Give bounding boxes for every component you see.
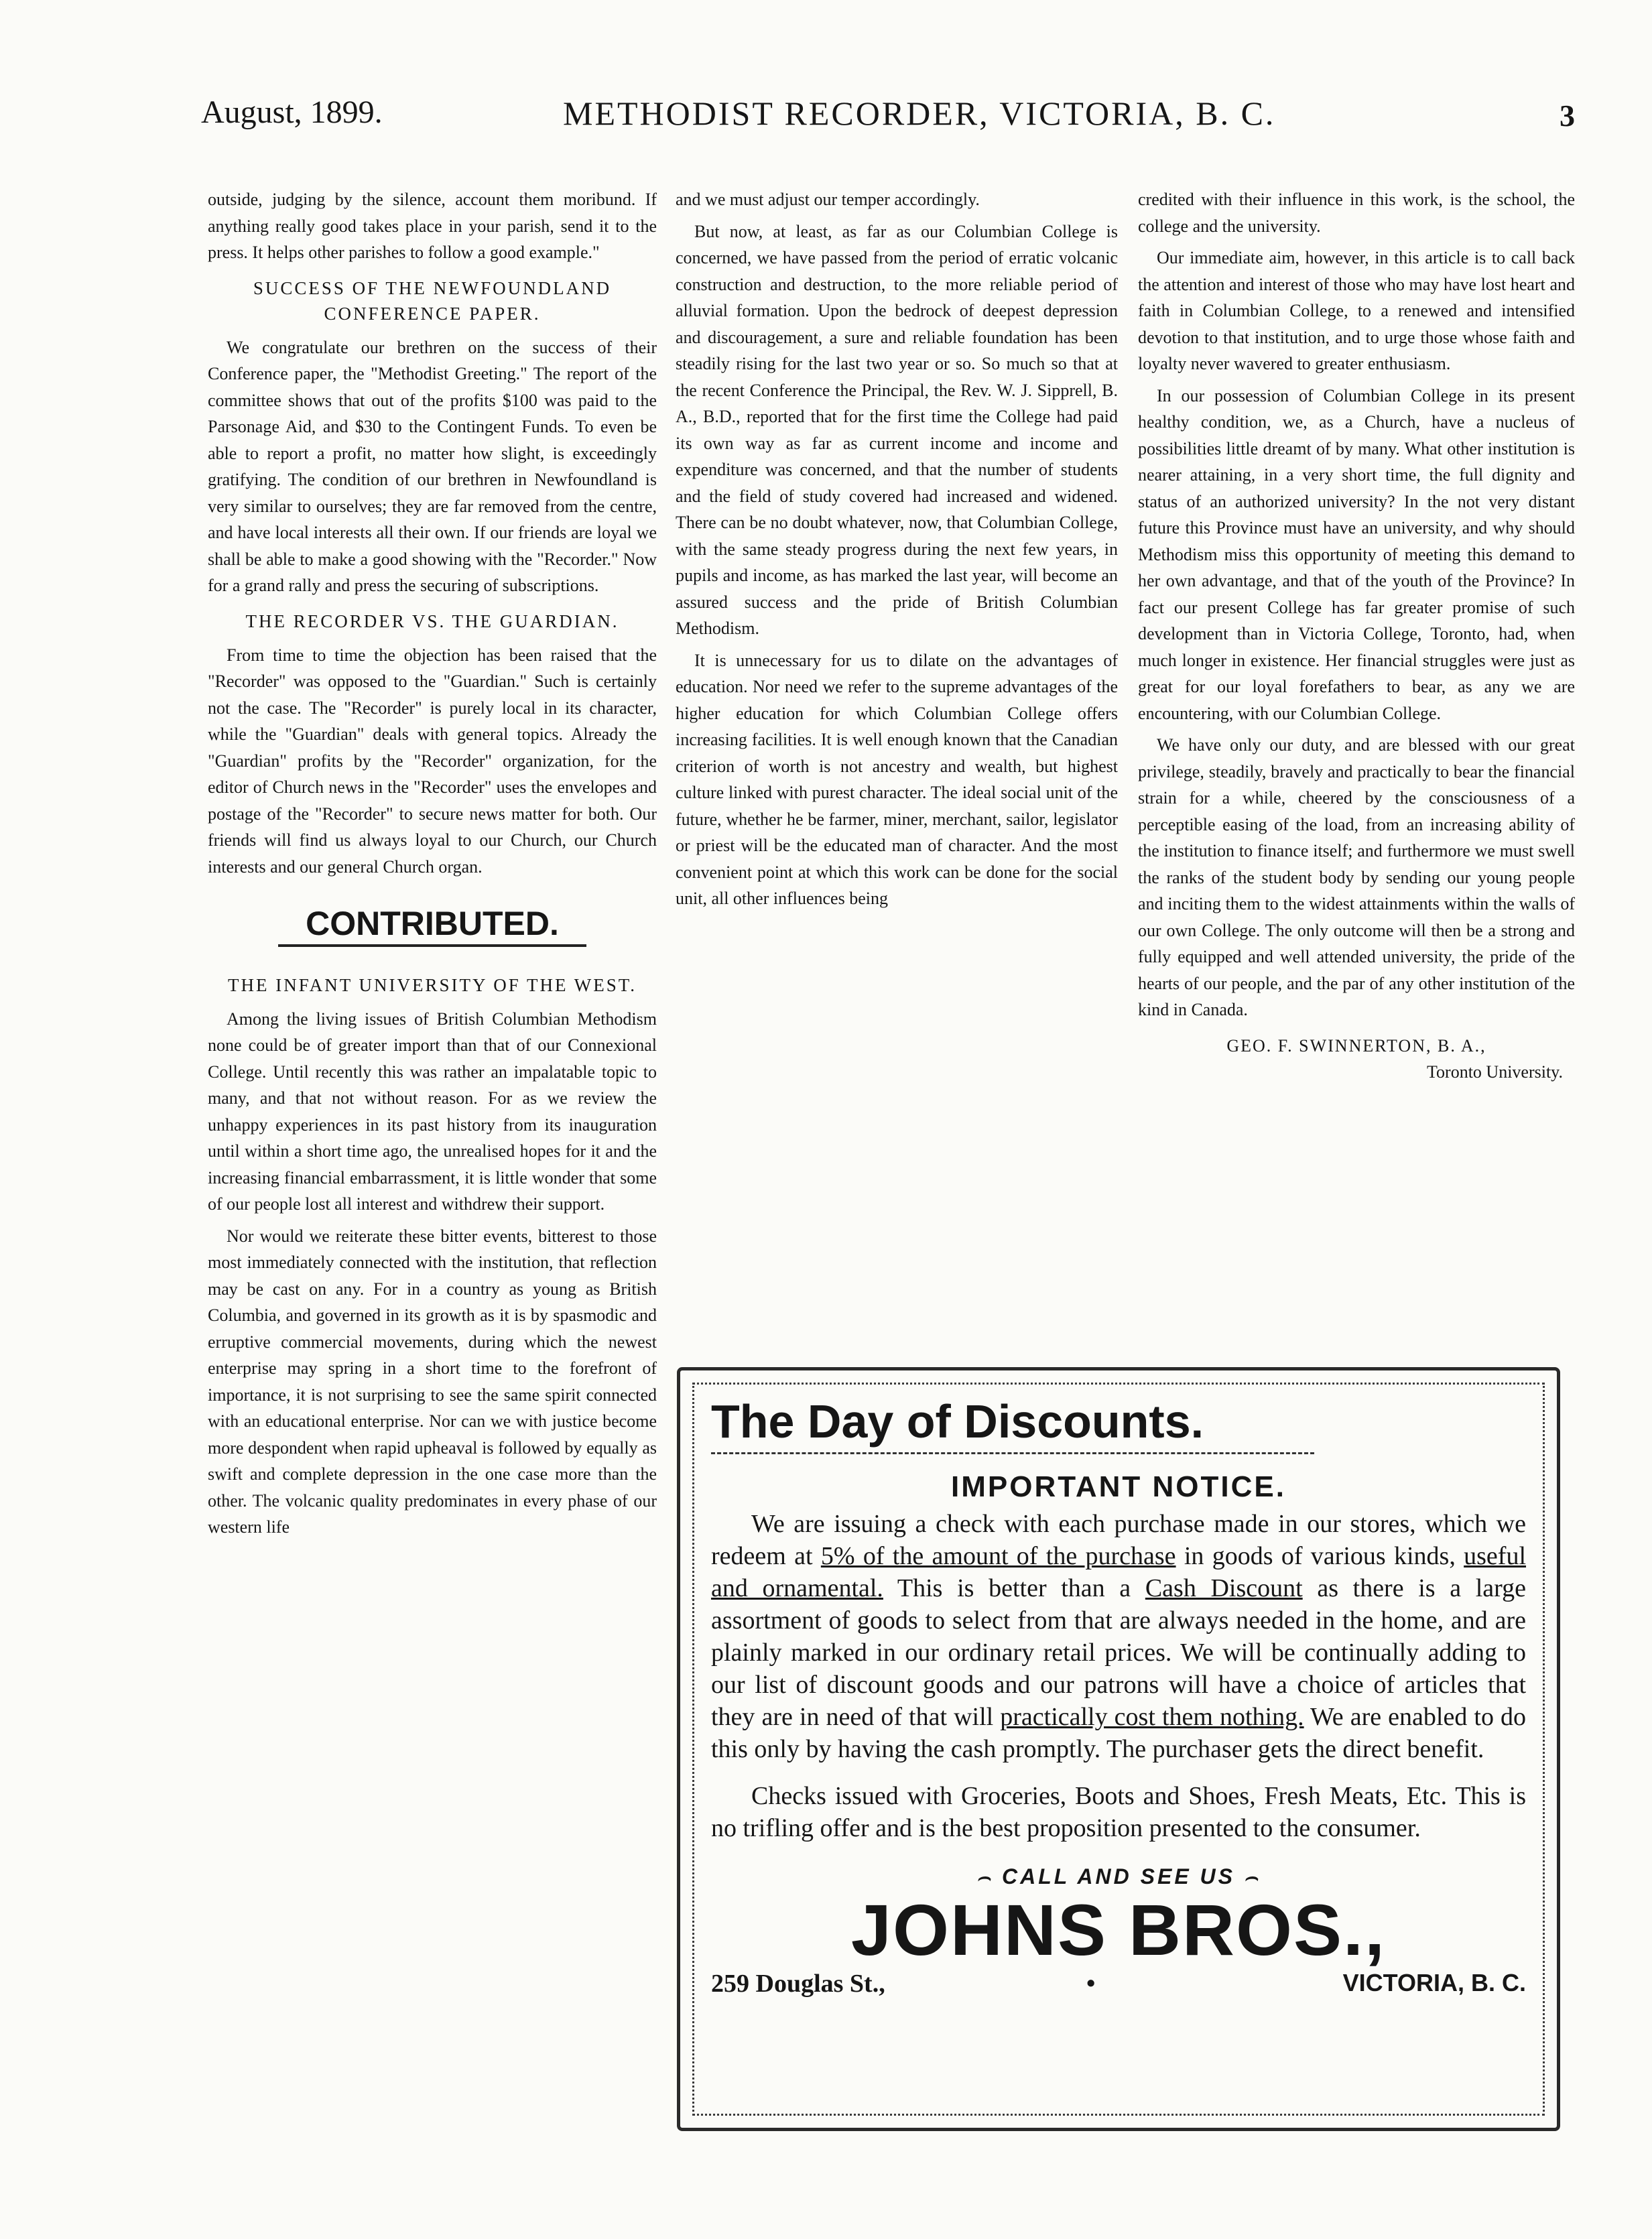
- paragraph: Nor would we reiterate these bitter events, bitterest to those most immediately connected with the institution, that reflection may be cast on any. For in a country as young as British Columbia, and governed in its growth as it is by spasmodic and erruptive commercial movements, during which the newest enterprise may spring in a short time to the forefront of importance, it is not surprising to see the same spirit connected with an educational enterprise. Nor can we with justice become more despondent when rapid upheaval is followed by equally as swift and complete depression in the one case more than the other. The volcanic quality predominates in every phase of our western life: [208, 1226, 657, 1537]
- ad-body: [711, 1508, 1526, 1844]
- ad-text: in goods of various kinds,: [1176, 1542, 1464, 1570]
- issue-date: August, 1899.: [201, 94, 383, 130]
- ad-text: We are issuing a check with each purchase made in our stores, which we redeem at: [711, 1510, 1526, 1570]
- paragraph: Among the living issues of British Columbian Methodism none could be of greater import than that of our Connexional College. Until recently this was rather an impalatable topic to many, and that not without reason. For as we review the unhappy experiences in its past history from its inauguration until within a short time ago, the unrealised hopes for it and the increasing financial embarrassment, it is little wonder that some of our people lost all interest and withdrew their support.: [208, 1009, 657, 1214]
- ad-text: as there is a large assortment of goods to select from that are always needed in the home, and are plainly marked in our ordinary retail prices. We will be continually adding to our list of discount goods and our patrons will have a choice of articles that they are in need of that will: [711, 1574, 1526, 1731]
- ad-underlined-text: practically cost them nothing.: [1000, 1703, 1304, 1731]
- ad-city: VICTORIA, B. C.: [1342, 1969, 1526, 1996]
- ad-underlined-text: useful and ornamental.: [711, 1542, 1527, 1602]
- paragraph: From time to time the objection has been raised that the "Recorder" was opposed to the "Guardian." Such is certainly not the case. The "Recorder" is purely local in its character, while the "Guardian" deals with general topics. Already the "Guardian" profits by the "Recorder" organization, for the editor of Church news in the "Recorder" uses the envelopes and postage of the "Recorder" to secure news matter for both. Our friends will find us always loyal to our Church, our Church interests and our general Church organ.: [208, 645, 657, 877]
- author-signature: GEO. F. SWINNERTON, B. A.,: [1226, 1035, 1486, 1055]
- ad-notice-heading: IMPORTANT NOTICE.: [951, 1470, 1286, 1503]
- page-header: [201, 94, 1575, 147]
- headline-infant-university: THE INFANT UNIVERSITY OF THE WEST.: [228, 974, 637, 995]
- ad-paragraph: [711, 1508, 1526, 1765]
- headline-recorder-vs-guardian: THE RECORDER VS. THE GUARDIAN.: [245, 611, 619, 631]
- page-number: 3: [1560, 99, 1575, 133]
- ad-paragraph: Checks issued with Groceries, Boots and Shoes, Fresh Meats, Etc. This is no trifling offer and is the best proposition presented to the consumer.: [711, 1782, 1526, 1842]
- ad-brand-name: JOHNS BROS.,: [850, 1889, 1387, 1970]
- paragraph: credited with their influence in this work, is the school, the college and the university.: [1138, 190, 1575, 236]
- paragraph: But now, at least, as far as our Columbian College is concerned, we have passed from the period of erratic volcanic construction and destruction, to the more reliable period of alluvial formation. Upon the bedrock of deepest depression and discouragement, a sure and reliable foundation has been steadily rising for the last two year or so. So much so that at the recent Conference the Principal, the Rev. W. J. Sipprell, B. A., B.D., reported that for the first time the College had paid its own way as far as current income and income and expenditure was concerned, and that the number of students and the field of study covered had increased and widened. There can be no doubt whatever, now, that Columbian College, with the same steady progress during the next few years, in pupils and income, as has marked the last year, will become an assured success and the pride of British Columbian Methodism.: [676, 221, 1118, 638]
- author-affiliation: Toronto University.: [1426, 1062, 1563, 1082]
- paragraph: It is unnecessary for us to dilate on the advantages of education. Nor need we refer to the supreme advantages of the higher education for which Columbian College offers increasing facilities. It is well enough known that the Canadian criterion of worth is not ancestry and wealth, but highest culture linked with purest character. The ideal social unit of the future, whether he be farmer, miner, merchant, sailor, legislator or priest will be the educated man of character. And the most convenient point at which this work can be done for the social unit, all other influences being: [676, 650, 1118, 908]
- paragraph: outside, judging by the silence, account them moribund. If anything really good takes place in your parish, send it to the press. It helps other parishes to follow a good example.": [208, 190, 657, 262]
- ad-street-address: 259 Douglas St.,: [711, 1970, 885, 1998]
- paragraph: Our immediate aim, however, in this article is to call back the attention and interest of those who may have lost heart and faith in Columbian College, to a renewed and intensified devotion to that institution, and to urge those whose faith and loyalty never wavered to greater enthusiasm.: [1138, 248, 1575, 373]
- column-middle: [676, 186, 1118, 917]
- ad-text: This is better than a: [883, 1574, 1145, 1602]
- column-left: [208, 186, 657, 1546]
- ad-underlined-text: Cash Discount: [1145, 1574, 1303, 1602]
- ad-address-separator: •: [1086, 1970, 1096, 1998]
- ad-text: We are enabled to do this only by having the cash promptly. The purchaser gets the direct benefit.: [711, 1703, 1526, 1763]
- headline-newfoundland-paper: SUCCESS OF THE NEWFOUNDLAND CONFERENCE PAPER.: [253, 277, 612, 324]
- paragraph: and we must adjust our temper accordingly.: [676, 190, 980, 209]
- section-rule: [278, 944, 586, 947]
- paragraph: We congratulate our brethren on the success of their Conference paper, the "Methodist Greeting." The report of the committee shows that out of the profits $100 was paid to the Parsonage Aid, and $30 to the Contingent Funds. To even be able to report a profit, no matter how slight, is exceedingly gratifying. The condition of our brethren in Newfoundland is very similar to ourselves; they are far removed from the centre, and have local interests all their own. If our friends are loyal we shall be able to make a good showing with the "Recorder." Now for a grand rally and press the securing of subscriptions.: [208, 337, 657, 595]
- paragraph: In our possession of Columbian College in its present healthy condition, we, as a Church, have a nucleus of possibilities little dreamt of by many. What other institution is nearer attaining, in a very short time, the full dignity and status of an authorized university? In the not very distant future this Province must have an university, and why should Methodism miss this opportunity of meeting this demand to her own advantage, and that of the youth of the Province? In fact our present College has far greater promise of such development than in Victoria College, Toronto, had, when much longer in existence. Her financial struggles were just as great for our loyal forefathers to bear, as any we are encountering, with our Columbian College.: [1138, 385, 1575, 723]
- ad-address: [711, 1969, 1526, 2002]
- johns-bros-advertisement: [677, 1367, 1560, 2131]
- ad-title: The Day of Discounts.: [711, 1395, 1204, 1448]
- section-heading-contributed: CONTRIBUTED.: [306, 905, 559, 942]
- ad-title-rule: [711, 1452, 1314, 1454]
- column-right: [1138, 186, 1575, 1086]
- ad-underlined-text: 5% of the amount of the purchase: [820, 1542, 1176, 1570]
- ad-call-line: ⌢ CALL AND SEE US ⌢: [976, 1864, 1261, 1889]
- paragraph: We have only our duty, and are blessed with our great privilege, steadily, bravely and practically to bear the financial strain for a while, cheered by the consciousness of a perceptible easing of the load, from an increasing ability of the institution to finance itself; and furthermore we must swell the ranks of the student body by sending our young people and inciting them to the widest attainments within the walls of our own College. The only outcome will then be a strong and fully equipped and well attended university, the pride of the hearts of our people, and the par of any other institution of the kind in Canada.: [1138, 735, 1575, 1019]
- publication-title: METHODIST RECORDER, VICTORIA, B. C.: [563, 94, 1276, 132]
